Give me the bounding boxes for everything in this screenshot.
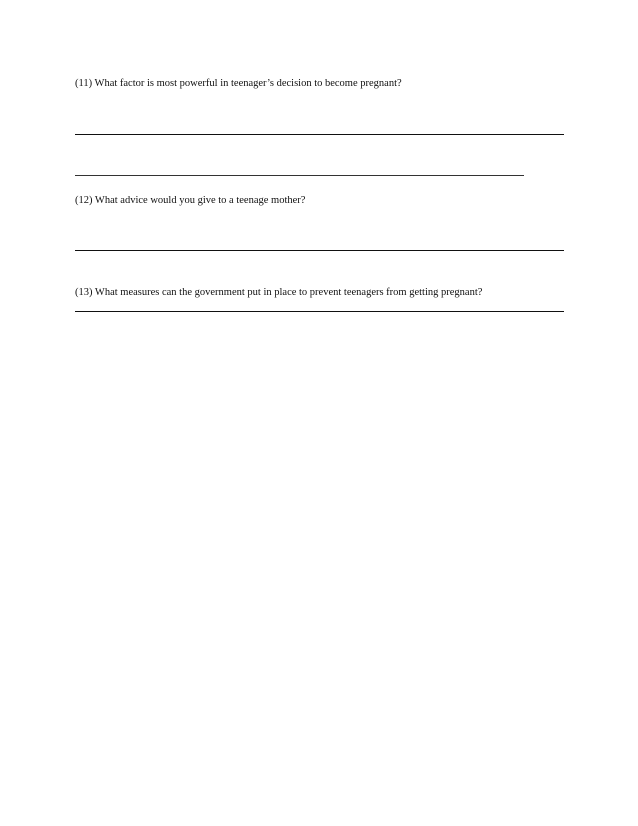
answer-line-12 (75, 250, 564, 251)
dashed-answer-line (75, 175, 524, 176)
answer-line-13 (75, 311, 564, 312)
answer-line-11 (75, 134, 564, 135)
question-12-text: (12) What advice would you give to a teenage mother? (75, 195, 306, 206)
question-11-text: (11) What factor is most powerful in teenager’s decision to become pregnant? (75, 78, 402, 89)
question-13-text: (13) What measures can the government put in place to prevent teenagers from getting pregnant? (75, 287, 483, 298)
